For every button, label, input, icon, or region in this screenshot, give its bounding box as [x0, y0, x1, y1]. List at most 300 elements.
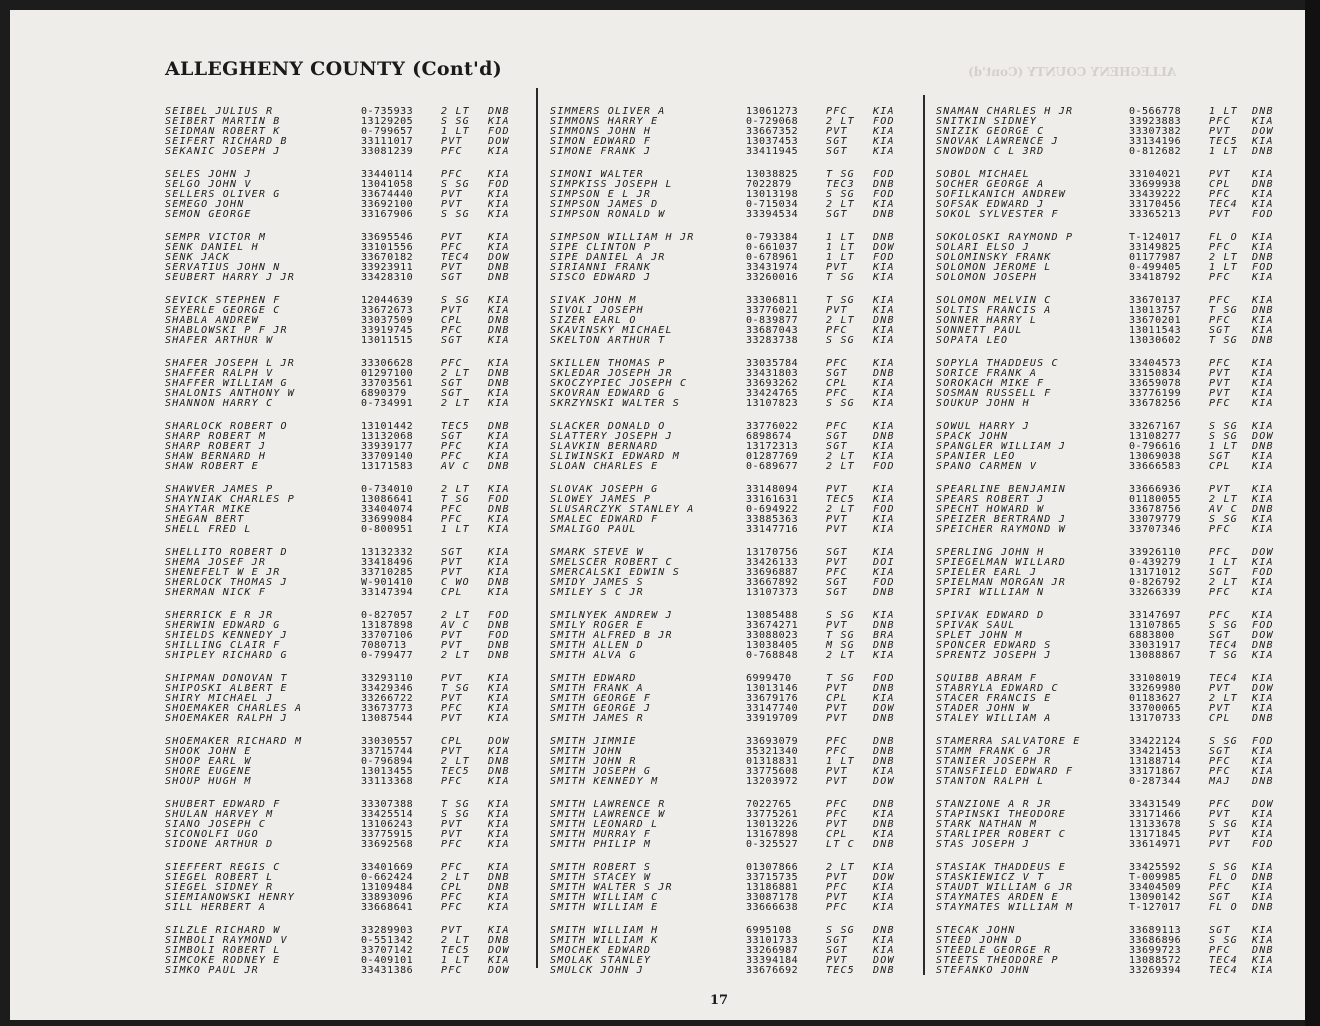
casualty-status: DNB	[488, 640, 510, 651]
casualty-status: KIA	[488, 209, 510, 220]
casualty-name: SMITH GEORGE J	[550, 703, 652, 714]
serial-number: 0-325527	[746, 839, 799, 850]
serial-number: 33429346	[361, 683, 414, 694]
rank: FL O	[1209, 232, 1238, 243]
serial-number: 33440114	[361, 169, 414, 180]
rank: 1 LT	[1209, 557, 1238, 568]
rank: PVT	[441, 829, 463, 840]
casualty-status: FOD	[488, 610, 510, 621]
casualty-name: SHIPOSKI ALBERT E	[165, 683, 288, 694]
serial-number: 33939177	[361, 441, 414, 452]
serial-number: 01177987	[1129, 252, 1182, 263]
rank: PVT	[441, 630, 463, 641]
casualty-status: KIA	[488, 305, 510, 316]
casualty-status: DOW	[1252, 126, 1274, 137]
casualty-status: KIA	[488, 902, 510, 913]
serial-number: 33147740	[746, 703, 799, 714]
serial-number: 33699938	[1129, 179, 1182, 190]
casualty-name: SIMPSON WILLIAM H JR	[550, 232, 695, 243]
serial-number: 0-409101	[361, 955, 414, 966]
casualty-status: KIA	[488, 713, 510, 724]
casualty-name: SPIRI WILLIAM N	[936, 587, 1045, 598]
casualty-status: DOW	[1252, 630, 1274, 641]
rank: CPL	[1209, 461, 1231, 472]
casualty-name: SIMBOLI RAYMOND V	[165, 935, 288, 946]
rank: S SG	[441, 116, 470, 127]
casualty-name: SMALIGO PAUL	[550, 524, 637, 535]
serial-number: 33431549	[1129, 799, 1182, 810]
serial-number: 13011515	[361, 335, 414, 346]
rank: 1 LT	[441, 126, 470, 137]
serial-number: 33668641	[361, 902, 414, 913]
casualty-name: SIEGEL ROBERT L	[165, 872, 274, 883]
casualty-name: SHAWVER JAMES P	[165, 484, 274, 495]
casualty-name: SMITH PHILIP M	[550, 839, 652, 850]
casualty-name: SELGO JOHN V	[165, 179, 252, 190]
casualty-status: KIA	[488, 242, 510, 253]
casualty-name: SKOCZYPIEC JOSEPH C	[550, 378, 688, 389]
casualty-status: FOD	[488, 179, 510, 190]
casualty-status: FOD	[873, 461, 895, 472]
rank: 2 LT	[441, 610, 470, 621]
rank: PVT	[826, 955, 848, 966]
casualty-status: DNB	[873, 368, 895, 379]
rank: PVT	[1209, 683, 1231, 694]
casualty-status: KIA	[488, 335, 510, 346]
casualty-name: SPIVAK SAUL	[936, 620, 1016, 631]
casualty-name: STANSFIELD EDWARD F	[936, 766, 1074, 777]
casualty-name: SHILLING CLAIR F	[165, 640, 281, 651]
serial-number: 33394534	[746, 209, 799, 220]
serial-number: 13171012	[1129, 567, 1182, 578]
casualty-name: SOUKUP JOHN H	[936, 398, 1030, 409]
casualty-status: KIA	[873, 693, 895, 704]
casualty-name: SMITH ALVA G	[550, 650, 637, 661]
rank: SGT	[826, 945, 848, 956]
casualty-name: SOLOMON MELVIN C	[936, 295, 1052, 306]
casualty-name: SEUBERT HARRY J JR	[165, 272, 295, 283]
serial-number: 35321340	[746, 746, 799, 757]
casualty-name: SENK DANIEL H	[165, 242, 259, 253]
casualty-status: DOW	[488, 736, 510, 747]
casualty-status: DNB	[873, 819, 895, 830]
casualty-status: KIA	[1252, 368, 1274, 379]
casualty-status: FOD	[1252, 620, 1274, 631]
casualty-status: DNB	[1252, 441, 1274, 452]
rank: T SG	[1209, 335, 1238, 346]
rank: PFC	[441, 965, 463, 976]
rank: MAJ	[1209, 776, 1231, 787]
casualty-status: KIA	[488, 673, 510, 684]
casualty-status: FOD	[873, 169, 895, 180]
rank: PVT	[826, 126, 848, 137]
serial-number: 33307388	[361, 799, 414, 810]
casualty-status: KIA	[1252, 484, 1274, 495]
rank: PVT	[441, 557, 463, 568]
casualty-name: SHERLOCK THOMAS J	[165, 577, 288, 588]
serial-number: 13171845	[1129, 829, 1182, 840]
casualty-name: STARK NATHAN M	[936, 819, 1038, 830]
rank: PFC	[1209, 116, 1231, 127]
serial-number: 33293110	[361, 673, 414, 684]
serial-number: 33707346	[1129, 524, 1182, 535]
serial-number: 33031917	[1129, 640, 1182, 651]
rank: 1 LT	[1209, 146, 1238, 157]
serial-number: 33035784	[746, 358, 799, 369]
casualty-status: DOW	[873, 872, 895, 883]
rank: PFC	[826, 736, 848, 747]
casualty-name: SPEICHER RAYMOND W	[936, 524, 1066, 535]
casualty-status: KIA	[1252, 756, 1274, 767]
serial-number: 13187898	[361, 620, 414, 631]
rank: 2 LT	[441, 872, 470, 883]
rank: SGT	[826, 547, 848, 558]
rank: PVT	[441, 567, 463, 578]
rank: PVT	[826, 514, 848, 525]
casualty-name: STANZIONE A R JR	[936, 799, 1052, 810]
casualty-status: KIA	[488, 892, 510, 903]
casualty-status: KIA	[488, 746, 510, 757]
rank: T SG	[1209, 650, 1238, 661]
rank: PFC	[1209, 524, 1231, 535]
casualty-status: KIA	[873, 199, 895, 210]
rank: 1 LT	[441, 955, 470, 966]
rank: SGT	[826, 431, 848, 442]
serial-number: 33425592	[1129, 862, 1182, 873]
serial-number: T-127017	[1129, 902, 1182, 913]
casualty-status: KIA	[873, 567, 895, 578]
rank: AV C	[441, 620, 470, 631]
serial-number: 33776199	[1129, 388, 1182, 399]
serial-number: 33439222	[1129, 189, 1182, 200]
casualty-status: DOW	[873, 242, 895, 253]
casualty-name: SHENEFELT W E JR	[165, 567, 281, 578]
casualty-name: SHIRY MICHAEL J	[165, 693, 274, 704]
rank: PVT	[1209, 378, 1231, 389]
serial-number: 0-499405	[1129, 262, 1182, 273]
casualty-name: SMIDY JAMES S	[550, 577, 644, 588]
rank: TEC4	[441, 252, 470, 263]
casualty-name: SHABLOWSKI P F JR	[165, 325, 288, 336]
serial-number: 33283738	[746, 335, 799, 346]
serial-number: 33699084	[361, 514, 414, 525]
casualty-name: SPIELMAN MORGAN JR	[936, 577, 1066, 588]
casualty-name: SMITH WILLIAM C	[550, 892, 659, 903]
casualty-status: KIA	[873, 902, 895, 913]
rank: PVT	[441, 693, 463, 704]
casualty-name: SPIVAK EDWARD D	[936, 610, 1045, 621]
casualty-status: KIA	[873, 388, 895, 399]
casualty-status: FOD	[873, 504, 895, 515]
casualty-status: KIA	[873, 398, 895, 409]
casualty-status: KIA	[873, 272, 895, 283]
rank: PFC	[826, 746, 848, 757]
casualty-name: SHAFER ARTHUR W	[165, 335, 274, 346]
casualty-name: SONNETT PAUL	[936, 325, 1023, 336]
casualty-status: DNB	[1252, 872, 1274, 883]
casualty-name: SOLARI ELSO J	[936, 242, 1030, 253]
rank: S SG	[826, 610, 855, 621]
serial-number: 13038825	[746, 169, 799, 180]
rank: 2 LT	[441, 650, 470, 661]
rank: PFC	[1209, 756, 1231, 767]
casualty-name: SELLERS OLIVER G	[165, 189, 281, 200]
rank: PFC	[441, 451, 463, 462]
serial-number: 33289903	[361, 925, 414, 936]
casualty-status: KIA	[1252, 819, 1274, 830]
serial-number: 33030557	[361, 736, 414, 747]
casualty-name: SPLET JOHN M	[936, 630, 1023, 641]
casualty-status: DNB	[873, 587, 895, 598]
casualty-name: SMITH WALTER S JR	[550, 882, 673, 893]
serial-number: 33365213	[1129, 209, 1182, 220]
rank: SGT	[441, 378, 463, 389]
rank: T SG	[826, 272, 855, 283]
rank: 2 LT	[826, 315, 855, 326]
serial-number: 6890379	[361, 388, 407, 399]
casualty-name: SHERRICK E R JR	[165, 610, 274, 621]
casualty-status: KIA	[1252, 136, 1274, 147]
casualty-status: DNB	[488, 882, 510, 893]
rank: PVT	[826, 262, 848, 273]
casualty-status: DNB	[1252, 252, 1274, 263]
casualty-status: DNB	[873, 736, 895, 747]
serial-number: 33428310	[361, 272, 414, 283]
casualty-name: SPRENTZ JOSEPH J	[936, 650, 1052, 661]
casualty-name: SHAW BERNARD H	[165, 451, 267, 462]
serial-number: 0-799657	[361, 126, 414, 137]
serial-number: 33404573	[1129, 358, 1182, 369]
rank: 2 LT	[1209, 577, 1238, 588]
casualty-status: KIA	[488, 199, 510, 210]
rank: SGT	[826, 577, 848, 588]
rank: PFC	[441, 441, 463, 452]
rank: TEC5	[441, 945, 470, 956]
serial-number: 33306811	[746, 295, 799, 306]
rank: PFC	[441, 514, 463, 525]
serial-number: 0-735933	[361, 106, 414, 117]
rank: PVT	[441, 136, 463, 147]
serial-number: 13088867	[1129, 650, 1182, 661]
rank: PFC	[1209, 547, 1231, 558]
casualty-name: SHULAN HARVEY M	[165, 809, 274, 820]
rank: S SG	[1209, 819, 1238, 830]
casualty-name: SHOOK JOHN E	[165, 746, 252, 757]
casualty-name: SMITH WILLIAM E	[550, 902, 659, 913]
casualty-status: DOW	[1252, 799, 1274, 810]
serial-number: 0-661037	[746, 242, 799, 253]
casualty-status: DNB	[1252, 504, 1274, 515]
casualty-name: STALEY WILLIAM A	[936, 713, 1052, 724]
rank: PFC	[1209, 610, 1231, 621]
serial-number: 33679176	[746, 693, 799, 704]
rank: S SG	[1209, 736, 1238, 747]
casualty-status: FOD	[1252, 209, 1274, 220]
casualty-name: SOKOL SYLVESTER F	[936, 209, 1059, 220]
casualty-name: SHOEMAKER RALPH J	[165, 713, 288, 724]
serial-number: 33404074	[361, 504, 414, 515]
rank: PFC	[441, 902, 463, 913]
casualty-status: KIA	[488, 358, 510, 369]
casualty-status: DNB	[1252, 305, 1274, 316]
casualty-name: SIANO JOSEPH C	[165, 819, 267, 830]
casualty-status: KIA	[873, 494, 895, 505]
casualty-name: SEMEGO JOHN	[165, 199, 245, 210]
rank: PVT	[441, 232, 463, 243]
casualty-name: SERVATIUS JOHN N	[165, 262, 281, 273]
casualty-name: SISCO EDWARD J	[550, 272, 652, 283]
serial-number: 0-287344	[1129, 776, 1182, 787]
rank: FL O	[1209, 902, 1238, 913]
serial-number: 01183627	[1129, 693, 1182, 704]
rank: SGT	[826, 587, 848, 598]
serial-number: 0-734991	[361, 398, 414, 409]
rank: S SG	[826, 398, 855, 409]
casualty-name: SIMON EDWARD F	[550, 136, 652, 147]
casualty-status: KIA	[873, 829, 895, 840]
casualty-status: KIA	[488, 819, 510, 830]
page-number: 17	[710, 993, 729, 1008]
casualty-name: SLUSARCZYK STANLEY A	[550, 504, 695, 515]
serial-number: 01307866	[746, 862, 799, 873]
casualty-status: KIA	[488, 524, 510, 535]
casualty-status: KIA	[873, 106, 895, 117]
casualty-status: DNB	[873, 640, 895, 651]
casualty-name: SOROKACH MIKE F	[936, 378, 1045, 389]
rank: S SG	[1209, 431, 1238, 442]
casualty-status: DNB	[1252, 106, 1274, 117]
rank: PFC	[441, 325, 463, 336]
rank: TEC4	[1209, 199, 1238, 210]
casualty-name: SHORE EUGENE	[165, 766, 252, 777]
rank: PFC	[826, 809, 848, 820]
rank: T SG	[441, 683, 470, 694]
rank: T SG	[826, 630, 855, 641]
casualty-name: SICONOLFI UGO	[165, 829, 259, 840]
rank: PFC	[441, 839, 463, 850]
serial-number: 33426133	[746, 557, 799, 568]
casualty-status: DNB	[873, 431, 895, 442]
rank: T SG	[826, 673, 855, 684]
serial-number: 33267167	[1129, 421, 1182, 432]
casualty-name: SIDONE ARTHUR D	[165, 839, 274, 850]
casualty-name: SPACK JOHN	[936, 431, 1009, 442]
serial-number: 13188714	[1129, 756, 1182, 767]
casualty-status: KIA	[873, 882, 895, 893]
casualty-status: DOW	[488, 136, 510, 147]
casualty-status: DOW	[1252, 683, 1274, 694]
casualty-status: KIA	[488, 431, 510, 442]
serial-number: 33081239	[361, 146, 414, 157]
casualty-status: KIA	[488, 116, 510, 127]
casualty-name: SEIFERT RICHARD B	[165, 136, 288, 147]
casualty-status: DNB	[873, 209, 895, 220]
rank: CPL	[441, 315, 463, 326]
serial-number: 0-439279	[1129, 557, 1182, 568]
casualty-name: SOBOL MICHAEL	[936, 169, 1030, 180]
serial-number: 7022879	[746, 179, 792, 190]
casualty-status: DNB	[488, 315, 510, 326]
casualty-name: SHIPMAN DONOVAN T	[165, 673, 288, 684]
rank: SGT	[1209, 892, 1231, 903]
serial-number: 13133678	[1129, 819, 1182, 830]
serial-number: 01318831	[746, 756, 799, 767]
casualty-status: FOD	[488, 494, 510, 505]
casualty-status: KIA	[488, 683, 510, 694]
serial-number: 13013146	[746, 683, 799, 694]
rank: PFC	[441, 504, 463, 515]
casualty-status: KIA	[1252, 925, 1274, 936]
serial-number: 33687043	[746, 325, 799, 336]
casualty-name: SHOEMAKER RICHARD M	[165, 736, 303, 747]
rank: PFC	[441, 892, 463, 903]
rank: 2 LT	[441, 756, 470, 767]
rank: PVT	[826, 776, 848, 787]
serial-number: T-009985	[1129, 872, 1182, 883]
rank: PFC	[441, 358, 463, 369]
serial-number: 33703561	[361, 378, 414, 389]
casualty-status: DNB	[873, 315, 895, 326]
casualty-name: SMULCK JOHN J	[550, 965, 644, 976]
serial-number: 33670201	[1129, 315, 1182, 326]
serial-number: 33422124	[1129, 736, 1182, 747]
casualty-name: STABRYLA EDWARD C	[936, 683, 1059, 694]
casualty-status: KIA	[873, 378, 895, 389]
casualty-status: KIA	[1252, 746, 1274, 757]
casualty-name: SILZLE RICHARD W	[165, 925, 281, 936]
serial-number: 33266339	[1129, 587, 1182, 598]
serial-number: 33394184	[746, 955, 799, 966]
casualty-status: KIA	[873, 484, 895, 495]
rank: PFC	[1209, 315, 1231, 326]
casualty-status: DNB	[873, 965, 895, 976]
casualty-status: KIA	[1252, 398, 1274, 409]
casualty-status: DNB	[1252, 902, 1274, 913]
serial-number: 13030602	[1129, 335, 1182, 346]
casualty-status: DNB	[488, 421, 510, 432]
casualty-name: SHELLITO ROBERT D	[165, 547, 288, 558]
casualty-name: SLATTERY JOSEPH J	[550, 431, 673, 442]
serial-number: 13038405	[746, 640, 799, 651]
bleed-through-title: ALLEGHENY COUNTY (Cont'd)	[968, 65, 1177, 79]
serial-number: 33667352	[746, 126, 799, 137]
serial-number: 33113368	[361, 776, 414, 787]
casualty-status: KIA	[1252, 577, 1274, 588]
serial-number: 13090142	[1129, 892, 1182, 903]
rank: PVT	[826, 305, 848, 316]
casualty-status: DNB	[873, 713, 895, 724]
casualty-status: KIA	[873, 325, 895, 336]
casualty-status: KIA	[1252, 421, 1274, 432]
casualty-name: STAS JOSEPH J	[936, 839, 1030, 850]
casualty-name: SLIWINSKI EDWARD M	[550, 451, 680, 462]
casualty-name: SMITH LEONARD L	[550, 819, 659, 830]
rank: SGT	[826, 368, 848, 379]
rank: SGT	[1209, 451, 1231, 462]
casualty-status: FOD	[1252, 736, 1274, 747]
casualty-status: FOD	[1252, 262, 1274, 273]
serial-number: 33672673	[361, 305, 414, 316]
serial-number: 0-734010	[361, 484, 414, 495]
casualty-name: SMITH ROBERT S	[550, 862, 652, 873]
casualty-name: SPECHT HOWARD W	[936, 504, 1045, 515]
serial-number: 33674440	[361, 189, 414, 200]
column-divider-right	[923, 95, 925, 975]
rank: T SG	[441, 494, 470, 505]
casualty-name: SLOVAK JOSEPH G	[550, 484, 659, 495]
casualty-name: SILL HERBERT A	[165, 902, 267, 913]
rank: CPL	[826, 693, 848, 704]
